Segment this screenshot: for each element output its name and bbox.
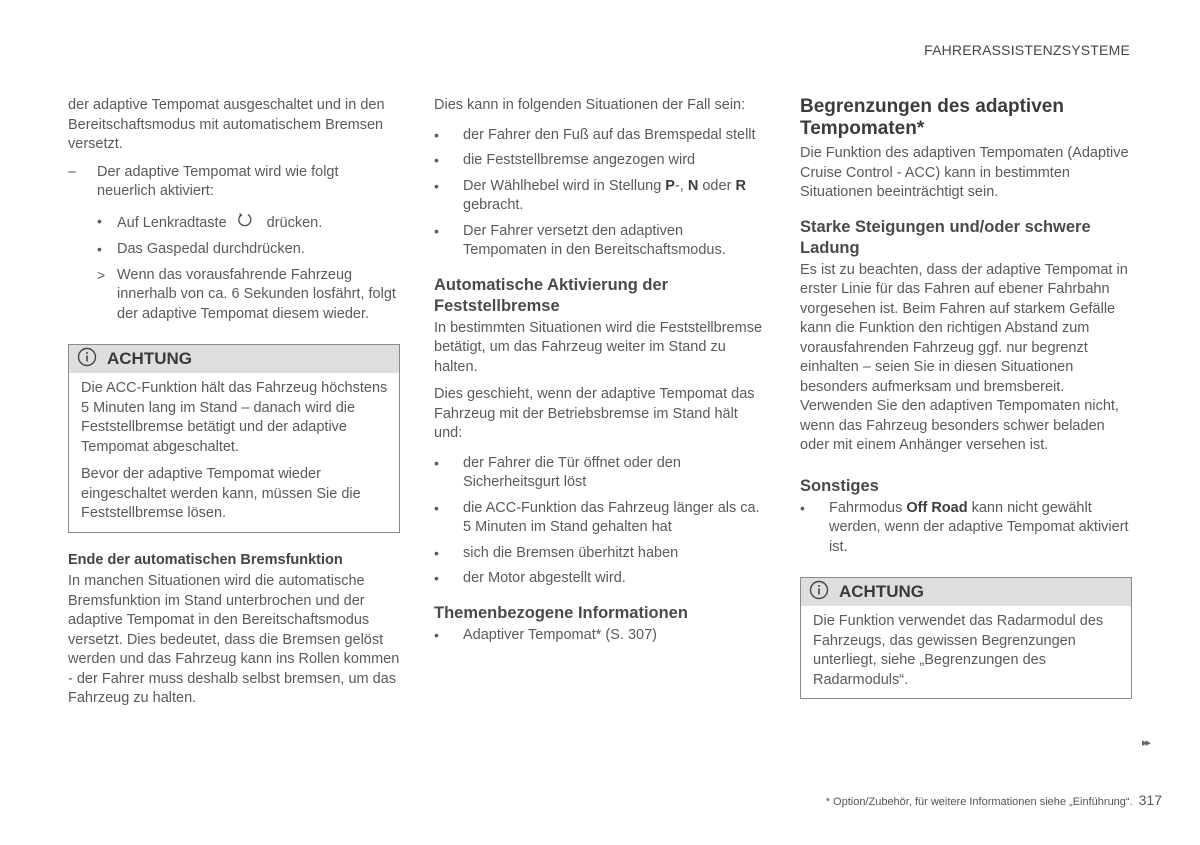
callout-paragraph: Bevor der adaptive Tempomat wieder eingeschaltet werden kann, müssen Sie die Feststellbremse lösen.	[81, 466, 361, 521]
list-text: die ACC-Funktion das Fahrzeug länger als ca. 5 Minuten im Stand gehalten hat	[463, 499, 760, 535]
paragraph: In bestimmten Situationen wird die Feststellbremse betätigt, um das Fahrzeug weiter im Stand zu halten.	[434, 319, 763, 375]
list-item	[434, 544, 769, 564]
related-link-item[interactable]	[434, 626, 769, 646]
bullet-mark: •	[434, 454, 439, 471]
text-part: Der Wählhebel wird in Stellung	[463, 177, 666, 194]
resume-arrow-icon	[237, 212, 253, 235]
step-text-a: Auf Lenkradtaste	[117, 214, 227, 231]
list-text	[463, 177, 746, 216]
gear-n: N	[687, 177, 699, 194]
bullet-mark: •	[434, 126, 439, 143]
list-text: sich die Bremsen überhitzt haben	[463, 544, 679, 561]
steps-list	[97, 212, 400, 325]
bullet-mark: •	[434, 152, 439, 168]
gear-p: P	[665, 177, 675, 194]
page-footer	[826, 792, 1162, 808]
section-heading: Sonstiges	[800, 476, 879, 495]
paragraph: Dies kann in folgenden Situationen der Fall sein:	[434, 97, 746, 113]
warning-callout	[800, 577, 1132, 699]
list-text: der Motor abgestellt wird.	[463, 570, 626, 586]
section-heading: Ende der automatischen Bremsfunktion	[68, 551, 343, 568]
section-header: FAHRERASSISTENZSYSTEME	[924, 42, 1130, 58]
step-text: Das Gaspedal durchdrücken.	[117, 241, 305, 257]
footnote: * Option/Zubehör, für weitere Informationen siehe „Einführung“.	[825, 796, 1133, 808]
callout-header	[69, 345, 399, 373]
bullet-mark: •	[434, 570, 439, 586]
callout-header	[801, 578, 1131, 606]
section-heading: Themenbezogene Informationen	[434, 603, 688, 622]
callout-body	[801, 606, 1131, 698]
text-part: kann nicht gewählt werden, wenn der adaptive Tempomat aktiviert ist.	[829, 499, 1129, 555]
list-item	[434, 499, 769, 538]
bullet-mark: •	[434, 222, 439, 239]
dash-mark: –	[68, 163, 77, 180]
list-item	[434, 177, 769, 216]
text-part: Fahrmodus	[829, 499, 907, 516]
callout-title: ACHTUNG	[107, 349, 192, 369]
info-circle-icon	[77, 347, 107, 372]
list-text: die Feststellbremse angezogen wird	[463, 152, 696, 168]
gear-r: R	[735, 177, 746, 194]
list-text: der Fahrer die Tür öffnet oder den Sicherheitsgurt löst	[463, 454, 681, 490]
step-text-b: drücken.	[266, 214, 323, 231]
paragraph: Es ist zu beachten, dass der adaptive Tempomat in erster Linie für das Fahren auf ebener Fahrbahn vorgesehen ist. Beim Fahren auf starkem Gefälle kann die Funktion den richtigen Abstand zum vorausfahrenden Fahrzeug ggf. nur begrenzt einhalten – seien Sie in diesen Situationen besonders aufmerksam und bremsbereit. Verwenden Sie den adaptiven Tempomaten nicht, wenn das Fahrzeug besonders schwer beladen oder mit einem Anhänger versehen ist.	[800, 261, 1128, 453]
continue-arrows-icon: ▸▸	[1141, 737, 1149, 749]
list-item	[800, 499, 1132, 558]
dash-text: Der adaptive Tempomat wird wie folgt neuerlich aktiviert:	[97, 163, 339, 199]
bullet-mark: •	[434, 499, 439, 516]
result-item	[97, 266, 400, 325]
text-part: -,	[674, 177, 688, 194]
list-item	[434, 222, 769, 261]
bullet-mark: •	[97, 241, 102, 257]
paragraph: In manchen Situationen wird die automatische Bremsfunktion im Stand unterbrochen und der adaptive Tempomat in den Bereitschaftsmodus versetzt. Dies bedeutet, dass die Bremsen gelöst werden und das Fahrzeug kann ins Rollen kommen - der Fahrer muss deshalb selbst bremsen, um das Fahrzeug zu halten.	[68, 573, 400, 706]
list-item	[434, 126, 769, 146]
paragraph: der adaptive Tempomat ausgeschaltet und in den Bereitschaftsmodus mit automatischem Bremsen versetzt.	[68, 97, 385, 152]
text-part: gebracht.	[463, 197, 524, 213]
warning-callout	[68, 344, 400, 533]
list-text: Der Fahrer versetzt den adaptiven Tempomaten in den Bereitschaftsmodus.	[463, 222, 726, 258]
list-item	[434, 151, 769, 171]
section-heading: Starke Steigungen und/oder schwere Ladung	[800, 217, 1091, 257]
callout-title: ACHTUNG	[839, 582, 924, 602]
bullet-mark: •	[434, 177, 439, 194]
callout-body	[69, 373, 399, 532]
list-text	[829, 499, 1132, 558]
result-text: Wenn das vorausfahrende Fahrzeug innerhalb von ca. 6 Sekunden losfährt, folgt der adaptive Tempomat diesem wieder.	[117, 266, 396, 322]
step-item	[97, 212, 400, 235]
bullet-mark: •	[434, 544, 439, 561]
callout-paragraph: Die ACC-Funktion hält das Fahrzeug höchstens 5 Minuten lang im Stand – danach wird die Feststellbremse betätigt und der adaptive Tempomat abgeschaltet.	[81, 380, 388, 455]
drive-mode-name: Off Road	[906, 499, 968, 516]
list-item	[434, 454, 769, 493]
related-link[interactable]: Adaptiver Tempomat* (S. 307)	[463, 626, 657, 643]
bullet-mark: •	[800, 499, 805, 516]
dash-item	[68, 163, 400, 202]
text-part: oder	[698, 177, 736, 194]
step-item	[97, 240, 400, 260]
callout-paragraph: Die Funktion verwendet das Radarmodul des Fahrzeugs, das gewissen Begrenzungen unterliegt, siehe „Begrenzungen des Radarmoduls“.	[813, 613, 1104, 688]
paragraph: Die Funktion des adaptiven Tempomaten (Adaptive Cruise Control - ACC) kann in bestimmten Situationen beeinträchtigt sein.	[800, 145, 1129, 200]
bullet-mark: •	[434, 626, 439, 643]
result-mark: >	[97, 266, 106, 283]
column-right	[800, 96, 1132, 717]
section-heading: Automatische Aktivierung der Feststellbremse	[434, 275, 669, 315]
info-circle-icon	[809, 580, 839, 605]
paragraph: Dies geschieht, wenn der adaptive Tempomat das Fahrzeug mit der Betriebsbremse im Stand hält und:	[434, 386, 755, 441]
column-left	[68, 96, 400, 717]
step-text	[117, 212, 322, 235]
list-text: der Fahrer den Fuß auf das Bremspedal stellt	[463, 126, 756, 143]
list-item	[434, 569, 769, 589]
page-number: 317	[1138, 792, 1162, 808]
bullet-mark: •	[97, 212, 102, 229]
page-title: Begrenzungen des adaptiven Tempomaten*	[800, 96, 1064, 139]
column-middle	[434, 96, 769, 651]
